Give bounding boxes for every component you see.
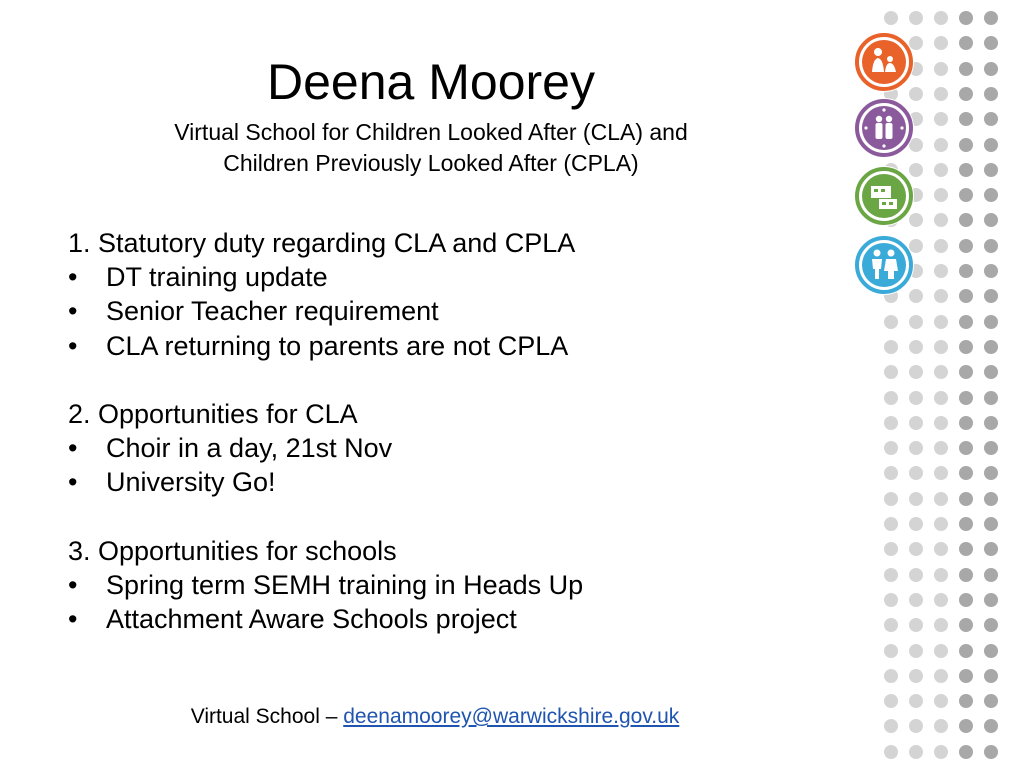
decorative-dot (934, 138, 948, 152)
decorative-dot (959, 340, 973, 354)
decorative-dot (959, 466, 973, 480)
decorative-dot (884, 391, 898, 405)
decorative-dot (884, 719, 898, 733)
decorative-dot (934, 391, 948, 405)
decorative-dot (959, 315, 973, 329)
decorative-dot (909, 391, 923, 405)
decorative-dot (884, 441, 898, 455)
list-item (68, 568, 848, 602)
decorative-dot (959, 694, 973, 708)
slide-content (68, 226, 848, 671)
decorative-dot (984, 391, 998, 405)
parent-child-icon (854, 235, 914, 295)
decorative-dot (934, 466, 948, 480)
decorative-dot (959, 568, 973, 582)
list-item-text: DT training update (106, 262, 328, 293)
decorative-dot (909, 416, 923, 430)
decorative-dot (959, 11, 973, 25)
list-item-text: Senior Teacher requirement (106, 296, 439, 327)
decorative-dot (984, 492, 998, 506)
decorative-dot (934, 315, 948, 329)
decorative-dot (959, 36, 973, 50)
decorative-dot (959, 593, 973, 607)
decorative-dot (959, 517, 973, 531)
decorative-dot (934, 593, 948, 607)
decorative-dot (984, 416, 998, 430)
decorative-dot (984, 11, 998, 25)
decorative-dot (884, 618, 898, 632)
decorative-dot (984, 618, 998, 632)
section-opportunities-cla (68, 397, 848, 500)
decorative-dot (934, 644, 948, 658)
decorative-dot (959, 112, 973, 126)
decorative-dot (934, 112, 948, 126)
decorative-dot (934, 719, 948, 733)
decorative-dot (934, 568, 948, 582)
slide-title: Deena Moorey (267, 54, 595, 110)
decorative-dot (884, 492, 898, 506)
decorative-dot (959, 745, 973, 759)
decorative-dot (884, 568, 898, 582)
decorative-dot (959, 264, 973, 278)
list-item (68, 431, 848, 465)
subtitle-line-2: Children Previously Looked After (CPLA) (223, 150, 639, 176)
decorative-dot (934, 87, 948, 101)
decorative-dot (909, 365, 923, 379)
decorative-dot (984, 745, 998, 759)
footer-prefix: Virtual School – (190, 705, 344, 728)
people-clock-icon (854, 98, 914, 158)
decorative-dot (934, 669, 948, 683)
decorative-dot (959, 542, 973, 556)
decorative-dot (984, 315, 998, 329)
decorative-dot (984, 568, 998, 582)
decorative-dot (884, 669, 898, 683)
decorative-dot (959, 618, 973, 632)
decorative-dot (934, 11, 948, 25)
decorative-dot (959, 719, 973, 733)
decorative-dot (984, 289, 998, 303)
bullet-marker: • (68, 433, 78, 464)
decorative-dot (909, 568, 923, 582)
decorative-dot (959, 188, 973, 202)
list-item (68, 465, 848, 499)
decorative-dot (984, 213, 998, 227)
decorative-dot (909, 11, 923, 25)
decorative-dot (909, 669, 923, 683)
decorative-dot (959, 138, 973, 152)
list-item (68, 602, 848, 636)
section-heading: 3. Opportunities for schools (68, 535, 397, 566)
decorative-dot (959, 239, 973, 253)
decorative-dot (909, 315, 923, 329)
decorative-dot (934, 264, 948, 278)
decorative-dot (959, 644, 973, 658)
decorative-dot (909, 340, 923, 354)
bullet-marker: • (68, 570, 78, 600)
list-item-text: Attachment Aware Schools project (106, 604, 517, 635)
decorative-dot (984, 62, 998, 76)
decorative-dot (984, 138, 998, 152)
decorative-dot (884, 466, 898, 480)
list-item (68, 260, 848, 294)
decorative-dot (984, 644, 998, 658)
email-link[interactable]: deenamoorey@warwickshire.gov.uk (343, 705, 680, 728)
decorative-dot (909, 466, 923, 480)
decorative-dot (884, 340, 898, 354)
decorative-dot (884, 542, 898, 556)
decorative-dot (984, 441, 998, 455)
decorative-dot (959, 669, 973, 683)
decorative-dot (934, 188, 948, 202)
decorative-dot (909, 618, 923, 632)
decorative-dot (984, 719, 998, 733)
list-item (68, 329, 848, 363)
decorative-dot (934, 239, 948, 253)
list-item (68, 294, 848, 328)
decorative-dot (934, 416, 948, 430)
decorative-dot (884, 416, 898, 430)
bullet-marker: • (68, 604, 78, 635)
decorative-dot (934, 517, 948, 531)
decorative-dot (934, 163, 948, 177)
decorative-dot (884, 694, 898, 708)
section-heading: 2. Opportunities for CLA (68, 399, 358, 429)
decorative-dot (934, 441, 948, 455)
decorative-dot (909, 719, 923, 733)
decorative-dot (984, 542, 998, 556)
bullet-marker: • (68, 296, 78, 327)
decorative-dot (884, 593, 898, 607)
decorative-dot (959, 163, 973, 177)
decorative-dot (934, 213, 948, 227)
list-item-text: Spring term SEMH training in Heads Up (106, 570, 584, 600)
decorative-dot (934, 745, 948, 759)
decorative-dot (984, 87, 998, 101)
decorative-dot (984, 517, 998, 531)
decorative-dot (884, 745, 898, 759)
section-heading: 1. Statutory duty regarding CLA and CPLA (68, 228, 576, 258)
decorative-dot (934, 365, 948, 379)
decorative-dot (984, 239, 998, 253)
decorative-dot (984, 593, 998, 607)
decorative-dot (934, 542, 948, 556)
decorative-dot (959, 416, 973, 430)
decorative-dot (934, 694, 948, 708)
decorative-dot (959, 87, 973, 101)
decorative-dot (984, 669, 998, 683)
list-item-text: University Go! (106, 467, 276, 498)
decorative-dot (984, 163, 998, 177)
decorative-dot (909, 593, 923, 607)
decorative-dot (984, 466, 998, 480)
slide-subtitle (0, 117, 862, 179)
decorative-dot (934, 492, 948, 506)
decorative-dot (884, 644, 898, 658)
decorative-dot (984, 112, 998, 126)
decorative-dot (984, 340, 998, 354)
bullet-marker: • (68, 330, 78, 361)
decorative-dot (909, 644, 923, 658)
school-building-icon (854, 166, 914, 226)
decorative-dot (934, 289, 948, 303)
family-icon (854, 32, 914, 92)
decorative-dot (984, 694, 998, 708)
subtitle-line-1: Virtual School for Children Looked After (CLA) and (174, 119, 688, 145)
decorative-dot (909, 542, 923, 556)
decorative-dot (909, 441, 923, 455)
bullet-marker: • (68, 467, 78, 498)
decorative-dot (984, 188, 998, 202)
decorative-dot (959, 62, 973, 76)
decorative-dot (934, 340, 948, 354)
bullet-marker: • (68, 262, 78, 293)
decorative-dot (909, 492, 923, 506)
decorative-dot (959, 492, 973, 506)
decorative-dot (934, 62, 948, 76)
decorative-dot (959, 289, 973, 303)
decorative-dot (884, 11, 898, 25)
section-statutory-duty (68, 226, 848, 363)
list-item-text: CLA returning to parents are not CPLA (106, 330, 569, 361)
slide-footer (0, 703, 870, 731)
decorative-dot (909, 694, 923, 708)
decorative-dot (959, 441, 973, 455)
decorative-dot (909, 517, 923, 531)
decorative-dot (959, 365, 973, 379)
decorative-dot (934, 36, 948, 50)
decorative-dot (909, 745, 923, 759)
decorative-dot (984, 36, 998, 50)
decorative-dot (884, 315, 898, 329)
decorative-dot (984, 264, 998, 278)
section-opportunities-schools (68, 534, 848, 637)
decorative-dot (984, 365, 998, 379)
decorative-dot (884, 517, 898, 531)
decorative-dot (959, 391, 973, 405)
list-item-text: Choir in a day, 21st Nov (106, 433, 393, 464)
decorative-dot (934, 618, 948, 632)
decorative-dot (884, 365, 898, 379)
decorative-dot (959, 213, 973, 227)
